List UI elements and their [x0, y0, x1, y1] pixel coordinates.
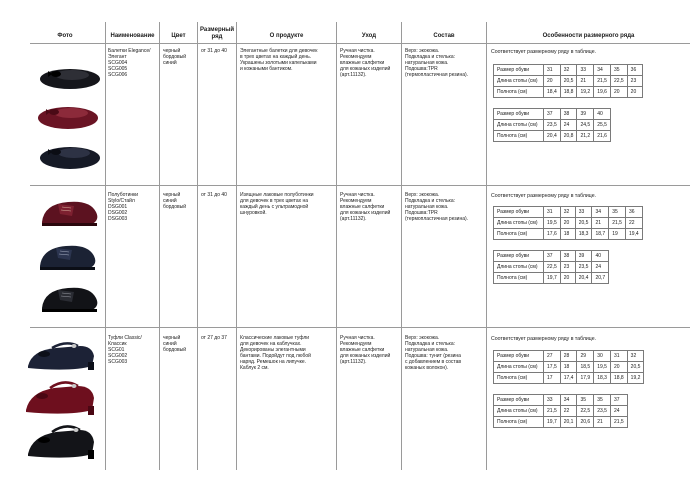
black-oxford-image [42, 288, 97, 312]
product-3-care: Ручная чистка. Рекомендуем влажные салфетки для кожаных изделий (арт.11132). [340, 335, 391, 365]
navy-ballet-flat-image [40, 147, 100, 169]
col-divider [336, 22, 337, 470]
header-name: Наименование [110, 33, 155, 39]
col-divider [401, 22, 402, 470]
burgundy-strap-shoe-image [26, 382, 94, 415]
header-size-features: Особенности размерного ряда [542, 33, 635, 39]
table-row: Размер обуви 31 32 33 34 35 36 [494, 65, 643, 76]
table-row: Длина стопы (см) 22,5 23 23,5 24 [494, 262, 609, 273]
product-1-size-table-2 [493, 108, 611, 142]
product-1-colors: черный бордовый синий [163, 48, 187, 66]
product-3-size-range: от 27 до 37 [201, 335, 227, 341]
header-composition: Состав [433, 33, 455, 39]
table-row: Длина стопы (см) 21,5 22 22,5 23,5 24 [494, 406, 628, 417]
header-color: Цвет [171, 33, 186, 39]
table-row: Полнота (см) 19,7 20 20,4 20,7 [494, 273, 609, 284]
black-strap-shoe-image [28, 426, 94, 459]
oxford-shoes-photo [34, 190, 104, 326]
navy-oxford-image [40, 246, 95, 270]
table-row: Длина стопы (см) 17,5 18 18,5 19,5 20 20,5 [494, 362, 644, 373]
product-2-colors: черный синий бордовый [163, 192, 187, 210]
col-divider [236, 22, 237, 470]
header-care: Уход [361, 33, 377, 39]
product-2-size-range: от 31 до 40 [201, 192, 227, 198]
table-row: Полнота (см) 20,4 20,8 21,2 21,6 [494, 131, 611, 142]
ballet-flats-photo [34, 54, 104, 182]
burgundy-oxford-image [42, 202, 97, 226]
product-1-about: Элегантные балетки для девочек в трех цветах на каждый день. Украшены золотыми капельками и кожаными бантиком. [240, 48, 318, 72]
table-row: Полнота (см) 17 17,4 17,9 18,3 18,8 19,2 [494, 373, 644, 384]
col-divider [197, 22, 198, 470]
header-photo: Фото [57, 33, 73, 39]
product-1-name: Балетки Elegance/ Элегант SCG004 SCG005 SCG006 [108, 48, 151, 78]
product-1-size-table-1 [493, 64, 643, 98]
burgundy-ballet-flat-image [38, 107, 98, 129]
table-row: Размер обуви 37 38 39 40 [494, 109, 611, 120]
row-divider [30, 185, 690, 186]
header-divider [30, 43, 690, 44]
table-row: Размер обуви 33 34 35 35 37 [494, 395, 628, 406]
product-2-about: Изящные лаковые полуботинки для девочек в трех цветах на каждый день с ультрамодной шнуровкой. [240, 192, 314, 216]
table-row: Размер обуви 37 38 39 40 [494, 251, 609, 262]
product-3-name: Туфли Classic/ Классик SCG01 SCG002 SCG003 [108, 335, 142, 365]
product-2-care: Ручная чистка. Рекомендуем влажные салфетки для кожаных изделий (арт.11132). [340, 192, 391, 222]
table-row: Полнота (см) 18,4 18,8 19,2 19,6 20 20 [494, 87, 643, 98]
product-2-composition: Верх: экокожа. Подкладка и стелька: натуральная кожа. Подошва:TPR (термопластичная резина). [405, 192, 469, 222]
product-3-composition: Верх: экокожа. Подкладка и стелька: натуральная кожа. Подошва: тунит (резина с добавлением в состав кожаных волокон). [405, 335, 462, 371]
table-row: Размер обуви 31 32 33 34 35 36 [494, 207, 643, 218]
col-divider [159, 22, 160, 470]
table-row: Полнота (см) 17,6 18 18,3 18,7 19 19,4 [494, 229, 643, 240]
product-1-composition: Верх: экокожа. Подкладка и стелька: натуральная кожа. Подошва:TPR (термопластичная резина). [405, 48, 469, 78]
product-1-size-range: от 31 до 40 [201, 48, 227, 54]
classic-shoes-photo [22, 336, 106, 468]
header-about: О продукте [269, 33, 304, 39]
product-3-about: Классические лаковые туфли для девочек на каблучках. Декорированы элегантными бантами. Подойдут под любой наряд. Ремешок на липучке. Каблук 2 см. [240, 335, 311, 371]
table-row: Полнота (см) 19,7 20,1 20,6 21 21,5 [494, 417, 628, 428]
table-row: Длина стопы (см) 19,5 20 20,5 21 21,5 22 [494, 218, 643, 229]
product-3-colors: черный синий бордовый [163, 335, 187, 353]
product-2-size-table-1 [493, 206, 643, 240]
product-3-size-table-1 [493, 350, 644, 384]
navy-strap-shoe-image [28, 343, 94, 370]
product-3-size-table-2 [493, 394, 628, 428]
product-1-care: Ручная чистка. Рекомендуем влажные салфетки для кожаных изделий (арт.11132). [340, 48, 391, 78]
product-2-size-table-2 [493, 250, 609, 284]
table-row: Длина стопы (см) 20 20,5 21 21,5 22,5 23 [494, 76, 643, 87]
product-1-size-note: Соответствует размерному ряду в таблице. [491, 49, 597, 55]
row-divider [30, 327, 690, 328]
col-divider [486, 22, 487, 470]
product-2-size-note: Соответствует размерному ряду в таблице. [491, 193, 597, 199]
black-ballet-flat-image [40, 69, 100, 89]
product-2-name: Полуботинки Stylo/Стайл DSG001 DSG002 DSG003 [108, 192, 139, 222]
product-3-size-note: Соответствует размерному ряду в таблице. [491, 336, 597, 342]
header-size-range: Размерный ряд [200, 27, 235, 40]
table-row: Размер обуви 27 28 29 30 31 32 [494, 351, 644, 362]
table-row: Длина стопы (см) 23,5 24 24,5 25,5 [494, 120, 611, 131]
